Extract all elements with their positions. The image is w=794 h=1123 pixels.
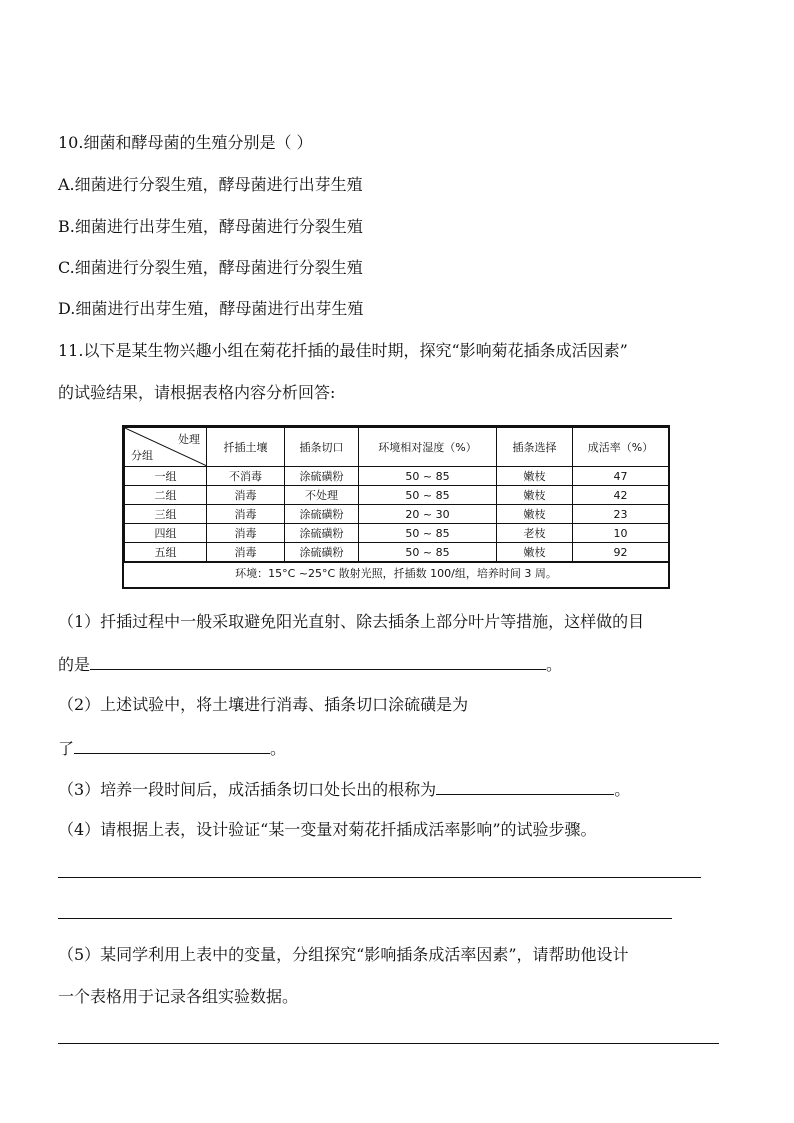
table-row	[125, 486, 669, 505]
table-cell: 嫩枝	[497, 467, 573, 486]
sub3-prefix: （3）培养一段时间后，成活插条切口处长出的根称为	[58, 780, 437, 799]
table-header: 插条选择	[497, 428, 573, 467]
q11-sub3	[58, 778, 630, 800]
table-cell: 一组	[125, 467, 207, 486]
table-cell: 老枝	[497, 524, 573, 543]
q10-option-b: B.细菌进行出芽生殖，酵母菌进行分裂生殖	[58, 217, 363, 236]
q11-sub4: （4）请根据上表，设计验证“某一变量对菊花扦插成活率影响”的试验步骤。	[58, 820, 597, 839]
q11-intro-line2: 的试验结果，请根据表格内容分析回答:	[58, 383, 336, 402]
q10-stem: 10.细菌和酵母菌的生殖分别是（ ）	[58, 133, 313, 152]
q11-sub1-line2	[58, 653, 562, 675]
sub5-answer-line[interactable]	[58, 1043, 719, 1044]
table-corner-cell	[125, 428, 207, 467]
q11-sub5-line2: 一个表格用于记录各组实验数据。	[58, 987, 299, 1006]
table-cell: 四组	[125, 524, 207, 543]
sub1-suffix: 。	[546, 655, 563, 674]
table-cell: 嫩枝	[497, 486, 573, 505]
table-cell: 消毒	[207, 543, 285, 562]
q11-sub5-line1: （5）某同学利用上表中的变量，分组探究“影响插条成活率因素”，请帮助他设计	[58, 945, 629, 964]
table-cell: 嫩枝	[497, 543, 573, 562]
table-cell: 消毒	[207, 486, 285, 505]
table-header: 扦插土壤	[207, 428, 285, 467]
table-row	[125, 505, 669, 524]
table-row	[125, 467, 669, 486]
table-cell: 不消毒	[207, 467, 285, 486]
q10-option-c: C.细菌进行分裂生殖，酵母菌进行分裂生殖	[58, 258, 363, 277]
table-cell: 消毒	[207, 505, 285, 524]
table-cell: 50 ~ 85	[359, 543, 497, 562]
table-cell: 五组	[125, 543, 207, 562]
sub3-answer-blank[interactable]	[436, 778, 614, 795]
sub4-answer-line[interactable]	[58, 877, 701, 878]
table-header: 环境相对湿度（%）	[359, 428, 497, 467]
sub1-prefix: 的是	[58, 655, 91, 674]
table-cell: 50 ~ 85	[359, 524, 497, 543]
table-row	[125, 543, 669, 562]
table-environment-note: 环境：15°C ~25°C 散射光照，扦插数 100/组，培养时间 3 周。	[124, 562, 668, 585]
sub2-answer-blank[interactable]	[74, 737, 270, 754]
table-cell: 50 ~ 85	[359, 467, 497, 486]
table-cell: 涂硫磺粉	[285, 467, 359, 486]
table-cell: 消毒	[207, 524, 285, 543]
table-cell: 10	[573, 524, 669, 543]
corner-bottom-label: 分组	[131, 449, 153, 462]
corner-top-label: 处理	[178, 433, 200, 446]
table-cell: 涂硫磺粉	[285, 543, 359, 562]
sub4-answer-line[interactable]	[58, 918, 672, 919]
table-cell: 嫩枝	[497, 505, 573, 524]
sub1-answer-blank[interactable]	[90, 653, 546, 670]
experiment-table	[122, 425, 670, 589]
table-header: 成活率（%）	[573, 428, 669, 467]
table-cell: 20 ~ 30	[359, 505, 497, 524]
q11-sub2-line2	[58, 737, 286, 759]
table-cell: 不处理	[285, 486, 359, 505]
q11-intro-line1: 11.以下是某生物兴趣小组在菊花扦插的最佳时期，探究“影响菊花插条成活因素”	[58, 341, 628, 360]
table-cell: 42	[573, 486, 669, 505]
table-cell: 92	[573, 543, 669, 562]
table-cell: 涂硫磺粉	[285, 505, 359, 524]
table-cell: 涂硫磺粉	[285, 524, 359, 543]
sub2-prefix: 了	[58, 739, 75, 758]
sub2-suffix: 。	[270, 739, 287, 758]
q10-option-d: D.细菌进行出芽生殖，酵母菌进行出芽生殖	[58, 299, 364, 318]
q11-sub1-line1: （1）扦插过程中一般采取避免阳光直射、除去插条上部分叶片等措施，这样做的目	[58, 612, 645, 631]
table-cell: 50 ~ 85	[359, 486, 497, 505]
q11-sub2-line1: （2）上述试验中，将土壤进行消毒、插条切口涂硫磺是为	[58, 695, 469, 714]
table-cell: 三组	[125, 505, 207, 524]
q10-option-a: A.细菌进行分裂生殖，酵母菌进行出芽生殖	[58, 175, 363, 194]
table-row	[125, 524, 669, 543]
table-cell: 23	[573, 505, 669, 524]
table-cell: 二组	[125, 486, 207, 505]
sub3-suffix: 。	[614, 780, 631, 799]
table-cell: 47	[573, 467, 669, 486]
table-header: 插条切口	[285, 428, 359, 467]
